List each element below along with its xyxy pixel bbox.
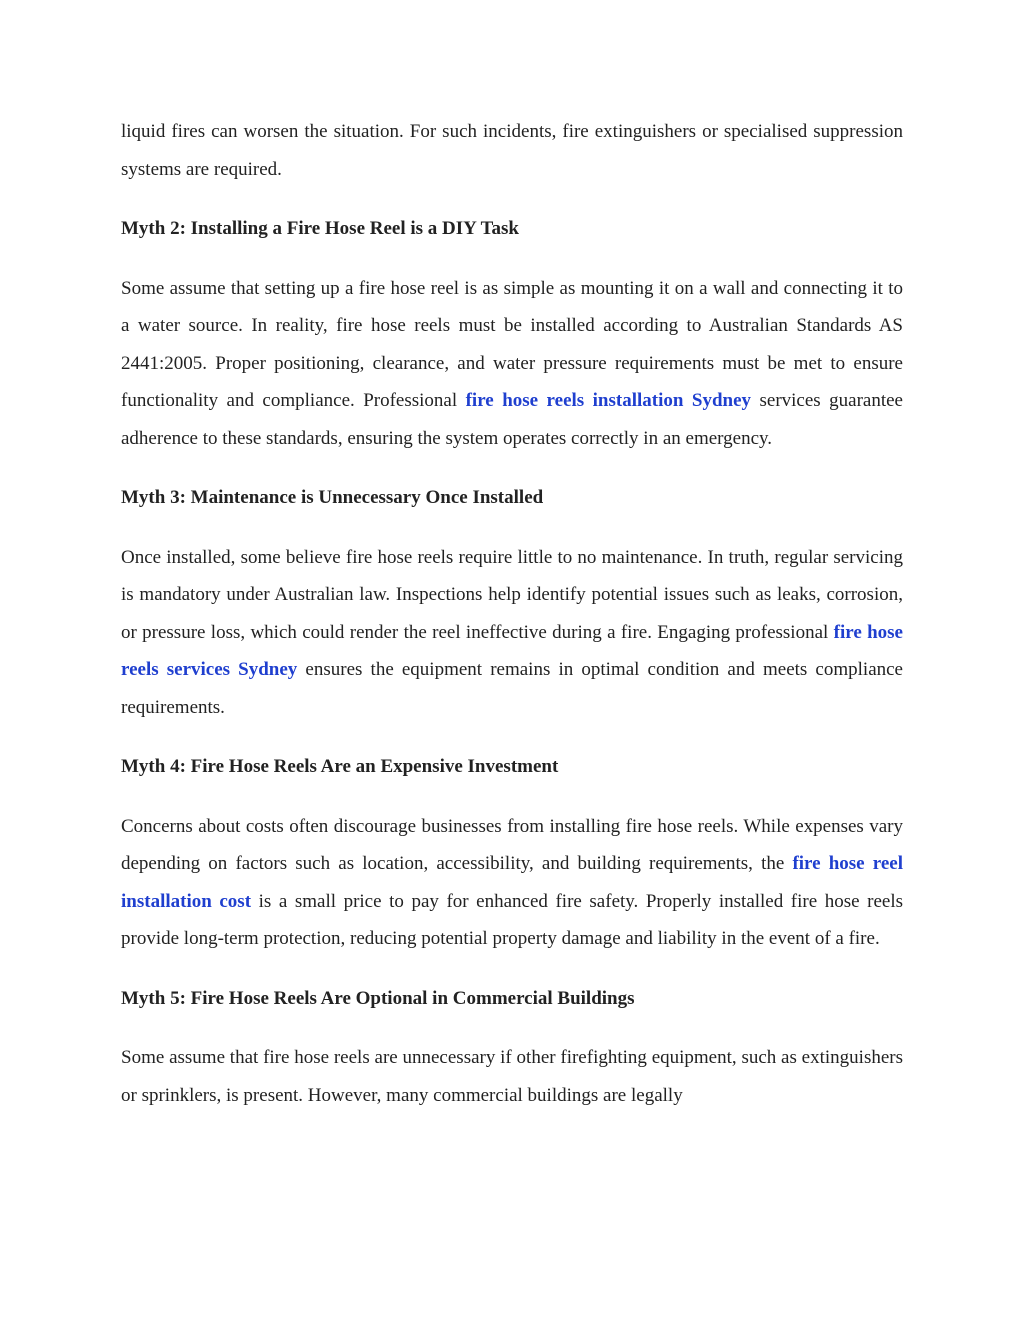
myth3-text-before: Once installed, some believe fire hose reels require little to no maintenance. In truth, regular servicing is mandatory under Australian law. Inspections help identify potential issues such as leaks, corrosion, or pressure loss, which could render the reel ineffective during a fire. Engaging professional [121,546,903,643]
myth2-heading: Myth 2: Installing a Fire Hose Reel is a DIY Task [121,218,519,239]
myth4-heading: Myth 4: Fire Hose Reels Are an Expensive Investment [121,756,559,777]
myth4-text-after: is a small price to pay for enhanced fire safety. Properly installed fire hose reels provide long-term protection, reducing potential property damage and liability in the event of a fire. [121,890,903,949]
installation-cost-link[interactable]: fire hose reel installation cost [121,853,903,912]
myth3-text-after: ensures the equipment remains in optimal condition and meets compliance requirements. [121,659,903,718]
intro-paragraph: liquid fires can worsen the situation. For such incidents, fire extinguishers or specialised suppression systems are required. [121,121,903,180]
myth4-text-before: Concerns about costs often discourage businesses from installing fire hose reels. While expenses vary depending on factors such as location, accessibility, and building requirements, the [121,815,903,874]
myth4-paragraph [121,808,903,958]
myth5-paragraph: Some assume that fire hose reels are unnecessary if other firefighting equipment, such as extinguishers or sprinklers, is present. However, many commercial buildings are legally [121,1047,903,1106]
myth5-heading: Myth 5: Fire Hose Reels Are Optional in Commercial Buildings [121,987,635,1009]
myth2-text-after: services guarantee adherence to these standards, ensuring the system operates correctly in an emergency. [121,390,903,449]
services-sydney-link[interactable]: fire hose reels services Sydney [121,621,903,680]
myth3-paragraph [121,539,903,727]
document-page [121,113,903,1136]
installation-sydney-link[interactable]: fire hose reels installation Sydney [465,390,752,411]
myth2-text-before: Some assume that setting up a fire hose reel is as simple as mounting it on a wall and connecting it to a water source. In reality, fire hose reels must be installed according to Australian Standards AS 2441:2005. Proper positioning, clearance, and water pressure requirements must be met to ensure functionality and compliance. Professional [121,277,903,411]
myth3-heading: Myth 3: Maintenance is Unnecessary Once Installed [121,487,544,508]
myth2-paragraph [121,270,903,458]
